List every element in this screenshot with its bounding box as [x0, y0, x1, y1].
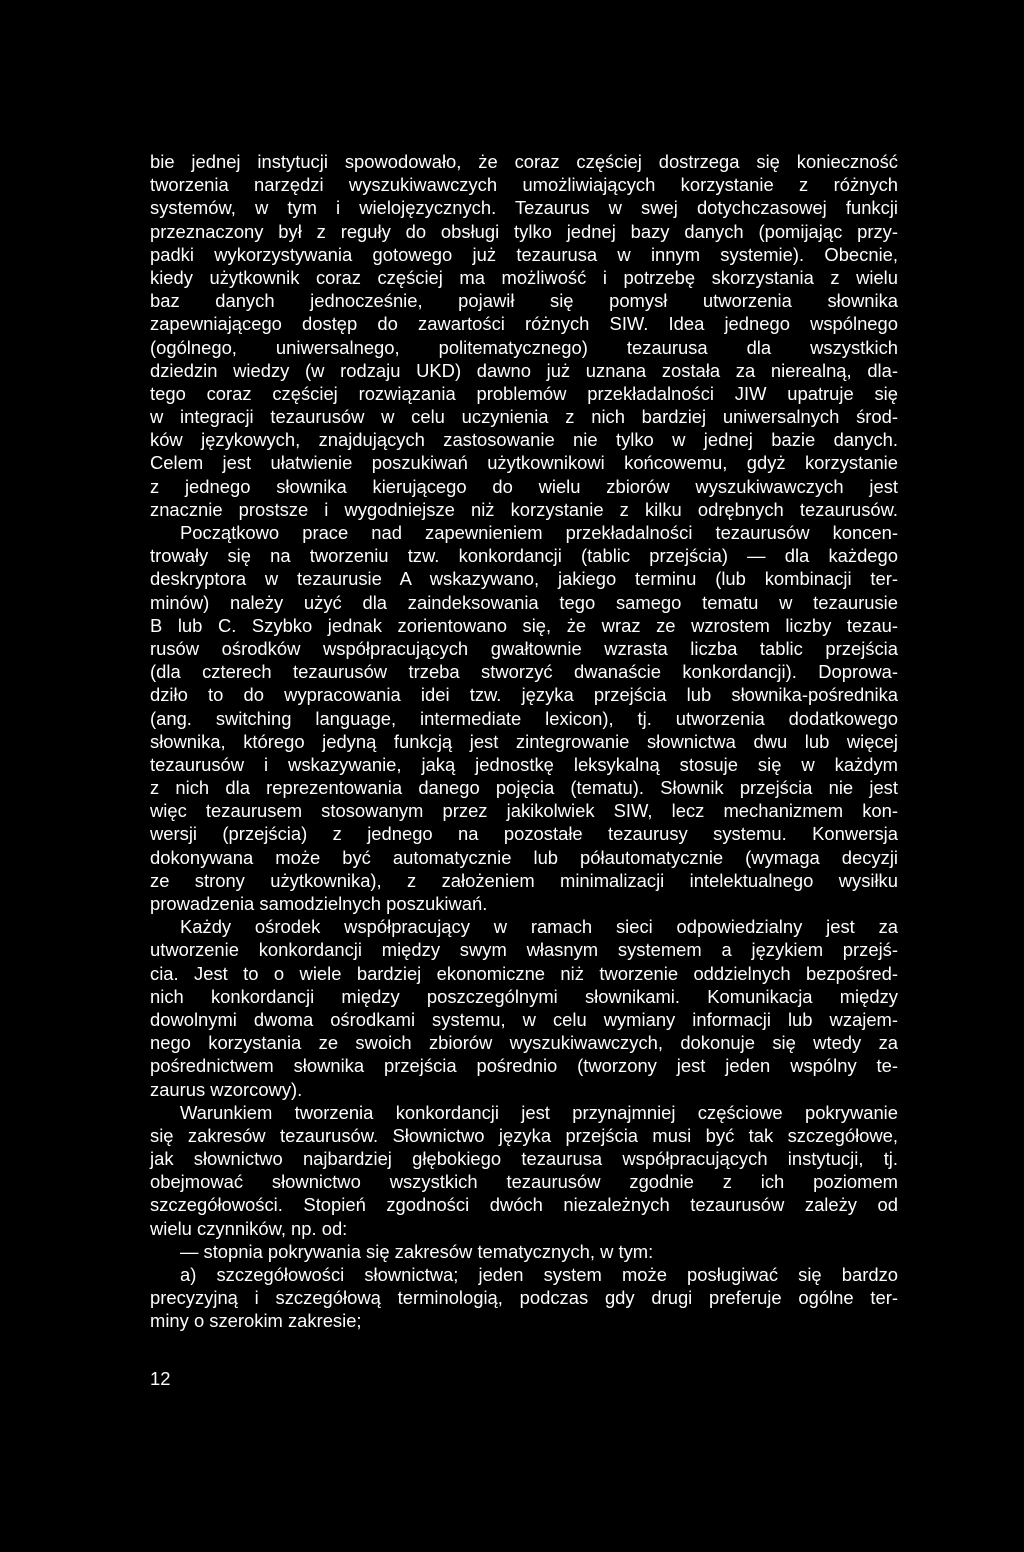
text-line: nego korzystania ze swoich zbiorów wyszukiwawczych, dokonuje się wtedy za [150, 1032, 898, 1054]
text-line: padki wykorzystywania gotowego już tezaurusa w innym systemie). Obecnie, [150, 243, 898, 265]
text-line: obejmować słownictwo wszystkich tezaurusów zgodnie z ich poziomem [150, 1171, 898, 1193]
text-line: dziło to do wypracowania idei tzw. języka przejścia lub słownika-pośrednika [150, 684, 898, 706]
text-line: z jednego słownika kierującego do wielu zbiorów wyszukiwawczych jest [150, 475, 898, 497]
text-line: Celem jest ułatwienie poszukiwań użytkownikowi końcowemu, gdyż korzystanie [150, 452, 898, 474]
text-line: dowolnymi dwoma ośrodkami systemu, w celu wymiany informacji lub wzajem- [150, 1008, 898, 1030]
text-line: tworzenia narzędzi wyszukiwawczych umożliwiających korzystanie z różnych [150, 174, 898, 196]
text-line: wielu czynników, np. od: [150, 1217, 348, 1239]
text-line: minów) należy użyć dla zaindeksowania tego samego tematu w tezaurusie [150, 591, 898, 613]
text-line: przeznaczony był z reguły do obsługi tylko jednej bazy danych (pomijając przy- [150, 220, 898, 242]
text-line: rusów ośrodków współpracujących gwałtownie wzrasta liczba tablic przejścia [150, 637, 898, 659]
text-line: znacznie prostsze i wygodniejsze niż korzystanie z kilku odrębnych tezaurusów. [150, 498, 898, 520]
body-text [150, 150, 898, 1333]
text-line: Warunkiem tworzenia konkordancji jest przynajmniej częściowe pokrywanie [180, 1101, 898, 1123]
text-line: nich konkordancji między poszczególnymi słownikami. Komunikacja między [150, 985, 898, 1007]
text-line: kiedy użytkownik coraz częściej ma możliwość i potrzebę skorzystania z wielu [150, 266, 898, 288]
text-line: — stopnia pokrywania się zakresów tematycznych, w tym: [180, 1240, 654, 1262]
text-line: zapewniającego dostęp do zawartości różnych SIW. Idea jednego wspólnego [150, 313, 898, 335]
page-number: 12 [150, 1368, 171, 1389]
text-line: Każdy ośrodek współpracujący w ramach sieci odpowiedzialny jest za [180, 916, 898, 938]
text-line: utworzenie konkordancji między swym własnym systemem a językiem przejś- [150, 939, 898, 961]
text-line: a) szczegółowości słownictwa; jeden system może posługiwać się bardzo [180, 1264, 898, 1285]
text-line: deskryptora w tezaurusie A wskazywano, jakiego terminu (lub kombinacji ter- [150, 568, 898, 590]
text-line: w integracji tezaurusów w celu uczynienia z nich bardziej uniwersalnych środ- [150, 406, 898, 428]
text-line: systemów, w tym i wielojęzycznych. Tezaurus w swej dotychczasowej funkcji [150, 197, 898, 219]
text-line: się zakresów tezaurusów. Słownictwo języka przejścia musi być tak szczegółowe, [150, 1124, 898, 1146]
text-line: B lub C. Szybko jednak zorientowano się, że wraz ze wzrostem liczby tezau- [150, 614, 898, 636]
text-line: słownika, którego jedyną funkcją jest zintegrowanie słownictwa dwu lub więcej [150, 730, 898, 752]
text-line: ze strony użytkownika), z założeniem minimalizacji intelektualnego wysiłku [150, 869, 898, 891]
text-line: trowały się na tworzeniu tzw. konkordancji (tablic przejścia) — dla każdego [150, 545, 898, 567]
text-line: baz danych jednocześnie, pojawił się pomysł utworzenia słownika [150, 290, 898, 312]
text-line: pośrednictwem słownika przejścia pośrednio (tworzony jest jeden wspólny te- [150, 1055, 898, 1077]
text-line: dziedzin wiedzy (w rodzaju UKD) dawno już uznana została za nierealną, dla- [150, 359, 898, 381]
text-line: (ogólnego, uniwersalnego, politematycznego) tezaurusa dla wszystkich [150, 336, 898, 358]
text-line: cia. Jest to o wiele bardziej ekonomiczne niż tworzenie oddzielnych bezpośred- [150, 962, 898, 984]
text-line: szczegółowości. Stopień zgodności dwóch niezależnych tezaurusów zależy od [150, 1194, 898, 1216]
text-line: miny o szerokim zakresie; [150, 1310, 362, 1332]
text-line: Początkowo prace nad zapewnieniem przekładalności tezaurusów koncen- [180, 522, 898, 543]
text-line: ków językowych, znajdujących zastosowanie nie tylko w jednej bazie danych. [150, 429, 898, 451]
text-line: tego coraz częściej rozwiązania problemów przekładalności JIW upatruje się [150, 382, 898, 404]
text-line: zaurus wzorcowy). [150, 1078, 303, 1100]
text-line: (ang. switching language, intermediate lexicon), tj. utworzenia dodatkowego [150, 707, 898, 729]
text-line: z nich dla reprezentowania danego pojęcia (tematu). Słownik przejścia nie jest [150, 777, 898, 799]
text-line: dokonywana może być automatycznie lub półautomatycznie (wymaga decyzji [150, 846, 898, 868]
text-line: jak słownictwo najbardziej głębokiego tezaurusa współpracujących instytucji, tj. [150, 1148, 898, 1170]
text-line: (dla czterech tezaurusów trzeba stworzyć dwanaście konkordancji). Doprowa- [150, 661, 898, 683]
text-line: wersji (przejścia) z jednego na pozostałe tezaurusy systemu. Konwersja [150, 823, 898, 845]
text-line: bie jednej instytucji spowodowało, że coraz częściej dostrzega się konieczność [150, 151, 898, 172]
text-line: więc tezaurusem stosowanym przez jakikolwiek SIW, lecz mechanizmem kon- [150, 800, 898, 822]
text-line: prowadzenia samodzielnych poszukiwań. [150, 893, 488, 914]
text-line: precyzyjną i szczegółową terminologią, podczas gdy drugi preferuje ogólne ter- [150, 1287, 898, 1309]
text-line: tezaurusów i wskazywanie, jaką jednostkę leksykalną stosuje się w każdym [150, 753, 898, 775]
